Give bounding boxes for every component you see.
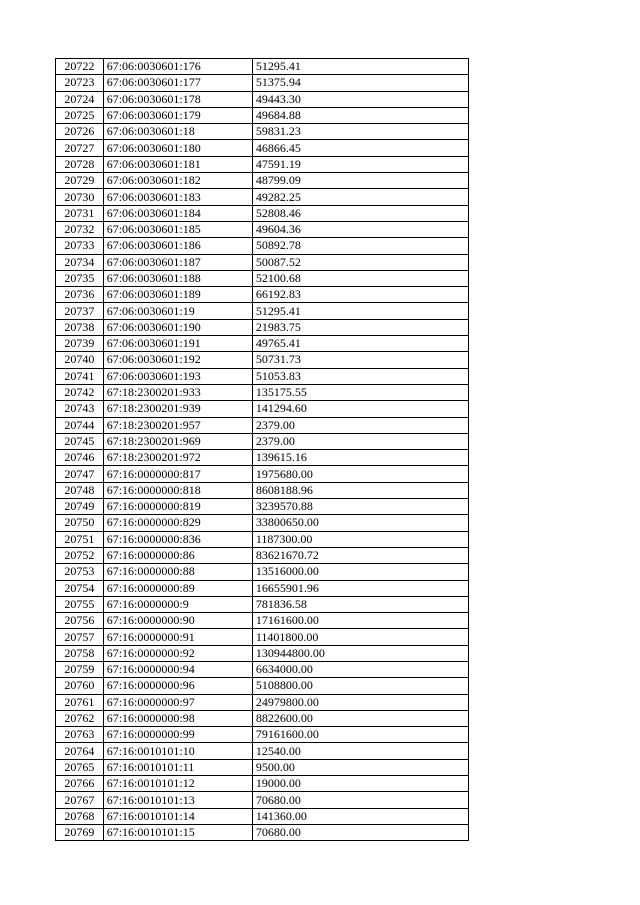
cadastral-value-cell: 47591.19: [252, 156, 468, 172]
cadastral-value-table: [55, 58, 469, 841]
row-number-cell: 20730: [56, 189, 104, 205]
table-row: [56, 759, 469, 775]
cadastral-value-cell: 50731.73: [252, 352, 468, 368]
table-row: [56, 776, 469, 792]
table-row: [56, 384, 469, 400]
row-number-cell: 20725: [56, 107, 104, 123]
cadastral-value-cell: 49684.88: [252, 107, 468, 123]
cadastral-number-cell: 67:06:0030601:189: [103, 287, 252, 303]
cadastral-number-cell: 67:16:0000000:98: [103, 710, 252, 726]
row-number-cell: 20757: [56, 629, 104, 645]
table-row: [56, 173, 469, 189]
table-row: [56, 482, 469, 498]
cadastral-number-cell: 67:06:0030601:192: [103, 352, 252, 368]
table-row: [56, 91, 469, 107]
row-number-cell: 20743: [56, 401, 104, 417]
cadastral-value-cell: 9500.00: [252, 759, 468, 775]
row-number-cell: 20766: [56, 776, 104, 792]
cadastral-number-cell: 67:16:0000000:818: [103, 482, 252, 498]
cadastral-number-cell: 67:16:0000000:94: [103, 661, 252, 677]
table-row: [56, 792, 469, 808]
table-row: [56, 124, 469, 140]
table-row: [56, 319, 469, 335]
cadastral-number-cell: 67:06:0030601:193: [103, 368, 252, 384]
cadastral-number-cell: 67:16:0000000:96: [103, 678, 252, 694]
row-number-cell: 20761: [56, 694, 104, 710]
table-row: [56, 417, 469, 433]
cadastral-value-cell: 1187300.00: [252, 531, 468, 547]
table-row: [56, 499, 469, 515]
table-row: [56, 205, 469, 221]
cadastral-number-cell: 67:16:0010101:11: [103, 759, 252, 775]
table-row: [56, 466, 469, 482]
row-number-cell: 20737: [56, 303, 104, 319]
cadastral-value-cell: 130944800.00: [252, 645, 468, 661]
table-row: [56, 352, 469, 368]
row-number-cell: 20724: [56, 91, 104, 107]
table-row: [56, 450, 469, 466]
cadastral-value-cell: 135175.55: [252, 384, 468, 400]
cadastral-value-cell: 6634000.00: [252, 661, 468, 677]
row-number-cell: 20735: [56, 270, 104, 286]
cadastral-value-cell: 49443.30: [252, 91, 468, 107]
cadastral-number-cell: 67:06:0030601:179: [103, 107, 252, 123]
row-number-cell: 20741: [56, 368, 104, 384]
row-number-cell: 20762: [56, 710, 104, 726]
cadastral-value-cell: 52100.68: [252, 270, 468, 286]
cadastral-number-cell: 67:16:0000000:86: [103, 547, 252, 563]
row-number-cell: 20744: [56, 417, 104, 433]
table-row: [56, 140, 469, 156]
cadastral-number-cell: 67:16:0000000:817: [103, 466, 252, 482]
cadastral-value-cell: 781836.58: [252, 596, 468, 612]
table-row: [56, 156, 469, 172]
table-row: [56, 515, 469, 531]
cadastral-value-cell: 141360.00: [252, 808, 468, 824]
table-row: [56, 613, 469, 629]
row-number-cell: 20769: [56, 824, 104, 840]
table-row: [56, 221, 469, 237]
row-number-cell: 20768: [56, 808, 104, 824]
cadastral-number-cell: 67:16:0000000:819: [103, 499, 252, 515]
cadastral-number-cell: 67:16:0000000:92: [103, 645, 252, 661]
cadastral-value-cell: 8608188.96: [252, 482, 468, 498]
table-row: [56, 694, 469, 710]
row-number-cell: 20726: [56, 124, 104, 140]
cadastral-number-cell: 67:16:0000000:9: [103, 596, 252, 612]
cadastral-value-cell: 50892.78: [252, 238, 468, 254]
table-row: [56, 629, 469, 645]
cadastral-value-cell: 141294.60: [252, 401, 468, 417]
table-row: [56, 564, 469, 580]
cadastral-number-cell: 67:16:0000000:829: [103, 515, 252, 531]
cadastral-number-cell: 67:18:2300201:939: [103, 401, 252, 417]
cadastral-value-cell: 51295.41: [252, 303, 468, 319]
table-row: [56, 824, 469, 840]
table-row: [56, 107, 469, 123]
row-number-cell: 20728: [56, 156, 104, 172]
table-row: [56, 596, 469, 612]
cadastral-value-cell: 11401800.00: [252, 629, 468, 645]
cadastral-number-cell: 67:06:0030601:177: [103, 75, 252, 91]
table-row: [56, 743, 469, 759]
row-number-cell: 20750: [56, 515, 104, 531]
row-number-cell: 20752: [56, 547, 104, 563]
row-number-cell: 20767: [56, 792, 104, 808]
cadastral-value-cell: 49765.41: [252, 336, 468, 352]
table-row: [56, 678, 469, 694]
row-number-cell: 20746: [56, 450, 104, 466]
cadastral-number-cell: 67:16:0010101:10: [103, 743, 252, 759]
table-row: [56, 287, 469, 303]
cadastral-value-cell: 49282.25: [252, 189, 468, 205]
cadastral-number-cell: 67:16:0000000:89: [103, 580, 252, 596]
row-number-cell: 20754: [56, 580, 104, 596]
row-number-cell: 20749: [56, 499, 104, 515]
cadastral-number-cell: 67:18:2300201:957: [103, 417, 252, 433]
cadastral-number-cell: 67:06:0030601:184: [103, 205, 252, 221]
cadastral-number-cell: 67:16:0010101:12: [103, 776, 252, 792]
row-number-cell: 20758: [56, 645, 104, 661]
cadastral-number-cell: 67:18:2300201:933: [103, 384, 252, 400]
cadastral-number-cell: 67:16:0000000:90: [103, 613, 252, 629]
cadastral-value-cell: 70680.00: [252, 824, 468, 840]
table-row: [56, 270, 469, 286]
table-row: [56, 303, 469, 319]
row-number-cell: 20738: [56, 319, 104, 335]
row-number-cell: 20751: [56, 531, 104, 547]
row-number-cell: 20723: [56, 75, 104, 91]
row-number-cell: 20722: [56, 59, 104, 75]
table-row: [56, 189, 469, 205]
table-row: [56, 580, 469, 596]
row-number-cell: 20729: [56, 173, 104, 189]
cadastral-value-cell: 50087.52: [252, 254, 468, 270]
cadastral-number-cell: 67:06:0030601:188: [103, 270, 252, 286]
table-row: [56, 547, 469, 563]
cadastral-number-cell: 67:16:0010101:15: [103, 824, 252, 840]
table-row: [56, 401, 469, 417]
table-row: [56, 727, 469, 743]
cadastral-value-cell: 52808.46: [252, 205, 468, 221]
cadastral-value-cell: 19000.00: [252, 776, 468, 792]
row-number-cell: 20763: [56, 727, 104, 743]
row-number-cell: 20736: [56, 287, 104, 303]
cadastral-number-cell: 67:18:2300201:969: [103, 433, 252, 449]
cadastral-value-cell: 24979800.00: [252, 694, 468, 710]
table-row: [56, 59, 469, 75]
row-number-cell: 20740: [56, 352, 104, 368]
cadastral-value-cell: 2379.00: [252, 433, 468, 449]
cadastral-value-cell: 83621670.72: [252, 547, 468, 563]
cadastral-number-cell: 67:16:0000000:91: [103, 629, 252, 645]
cadastral-value-cell: 49604.36: [252, 221, 468, 237]
cadastral-number-cell: 67:06:0030601:190: [103, 319, 252, 335]
row-number-cell: 20764: [56, 743, 104, 759]
row-number-cell: 20731: [56, 205, 104, 221]
table-row: [56, 433, 469, 449]
cadastral-number-cell: 67:06:0030601:182: [103, 173, 252, 189]
cadastral-number-cell: 67:18:2300201:972: [103, 450, 252, 466]
cadastral-number-cell: 67:06:0030601:191: [103, 336, 252, 352]
row-number-cell: 20760: [56, 678, 104, 694]
cadastral-value-cell: 48799.09: [252, 173, 468, 189]
cadastral-value-cell: 51375.94: [252, 75, 468, 91]
table-row: [56, 531, 469, 547]
row-number-cell: 20733: [56, 238, 104, 254]
cadastral-value-cell: 3239570.88: [252, 499, 468, 515]
row-number-cell: 20739: [56, 336, 104, 352]
row-number-cell: 20755: [56, 596, 104, 612]
cadastral-number-cell: 67:16:0000000:97: [103, 694, 252, 710]
table-row: [56, 710, 469, 726]
cadastral-number-cell: 67:06:0030601:18: [103, 124, 252, 140]
cadastral-value-cell: 51053.83: [252, 368, 468, 384]
table-row: [56, 254, 469, 270]
row-number-cell: 20747: [56, 466, 104, 482]
cadastral-number-cell: 67:16:0000000:88: [103, 564, 252, 580]
cadastral-number-cell: 67:06:0030601:19: [103, 303, 252, 319]
cadastral-value-cell: 12540.00: [252, 743, 468, 759]
cadastral-value-cell: 17161600.00: [252, 613, 468, 629]
cadastral-value-cell: 21983.75: [252, 319, 468, 335]
table-row: [56, 808, 469, 824]
cadastral-number-cell: 67:06:0030601:178: [103, 91, 252, 107]
cadastral-value-cell: 139615.16: [252, 450, 468, 466]
cadastral-number-cell: 67:06:0030601:180: [103, 140, 252, 156]
cadastral-value-cell: 13516000.00: [252, 564, 468, 580]
table-row: [56, 645, 469, 661]
row-number-cell: 20759: [56, 661, 104, 677]
cadastral-number-cell: 67:06:0030601:176: [103, 59, 252, 75]
row-number-cell: 20745: [56, 433, 104, 449]
row-number-cell: 20756: [56, 613, 104, 629]
cadastral-number-cell: 67:16:0010101:14: [103, 808, 252, 824]
cadastral-number-cell: 67:06:0030601:181: [103, 156, 252, 172]
cadastral-number-cell: 67:16:0000000:836: [103, 531, 252, 547]
table-row: [56, 368, 469, 384]
table-body: [56, 59, 469, 841]
row-number-cell: 20732: [56, 221, 104, 237]
table-row: [56, 238, 469, 254]
cadastral-value-cell: 70680.00: [252, 792, 468, 808]
cadastral-number-cell: 67:06:0030601:186: [103, 238, 252, 254]
cadastral-number-cell: 67:06:0030601:187: [103, 254, 252, 270]
cadastral-value-cell: 46866.45: [252, 140, 468, 156]
cadastral-number-cell: 67:06:0030601:185: [103, 221, 252, 237]
cadastral-value-cell: 33800650.00: [252, 515, 468, 531]
cadastral-value-cell: 59831.23: [252, 124, 468, 140]
cadastral-number-cell: 67:16:0010101:13: [103, 792, 252, 808]
cadastral-value-cell: 5108800.00: [252, 678, 468, 694]
cadastral-value-cell: 66192.83: [252, 287, 468, 303]
row-number-cell: 20734: [56, 254, 104, 270]
cadastral-value-cell: 51295.41: [252, 59, 468, 75]
table-row: [56, 75, 469, 91]
row-number-cell: 20742: [56, 384, 104, 400]
row-number-cell: 20748: [56, 482, 104, 498]
cadastral-number-cell: 67:16:0000000:99: [103, 727, 252, 743]
cadastral-value-cell: 1975680.00: [252, 466, 468, 482]
cadastral-number-cell: 67:06:0030601:183: [103, 189, 252, 205]
table-row: [56, 661, 469, 677]
table-row: [56, 336, 469, 352]
cadastral-value-cell: 2379.00: [252, 417, 468, 433]
cadastral-value-cell: 79161600.00: [252, 727, 468, 743]
cadastral-value-cell: 16655901.96: [252, 580, 468, 596]
row-number-cell: 20727: [56, 140, 104, 156]
row-number-cell: 20765: [56, 759, 104, 775]
row-number-cell: 20753: [56, 564, 104, 580]
cadastral-value-cell: 8822600.00: [252, 710, 468, 726]
